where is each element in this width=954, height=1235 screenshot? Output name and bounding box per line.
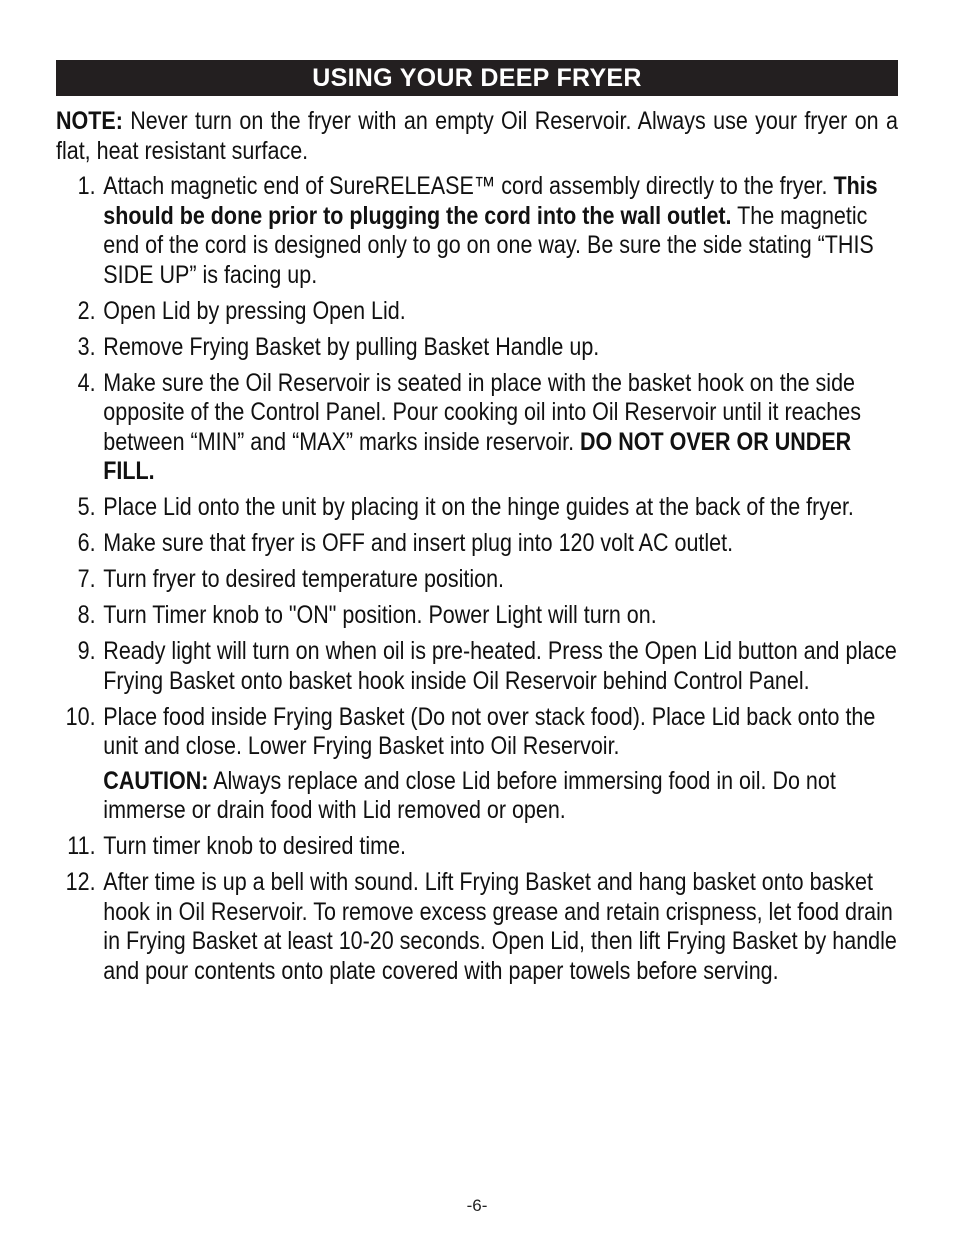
caution-paragraph [103, 767, 898, 826]
step-text-continued: The magnetic end of the cord is designed only to go on one way. Be sure the side stating “THIS SIDE UP” is facing up. [103, 201, 874, 289]
step-text: Make sure the Oil Reservoir is seated in place with the basket hook on the side opposite of the Control Panel. Pour cooking oil into Oil Reservoir until it reaches between “MIN” and “MAX” marks inside reservoir. [103, 368, 861, 456]
step-11 [56, 832, 898, 862]
note-text: Never turn on the fryer with an empty Oil Reservoir. Always use your fryer on a flat, heat resistant surface. [56, 107, 898, 165]
step-text: Make sure that fryer is OFF and insert plug into 120 volt AC outlet. [103, 529, 734, 557]
step-number: 12. [65, 868, 96, 896]
step-number: 9. [77, 637, 96, 665]
step-4 [56, 369, 898, 487]
steps-list [56, 172, 898, 986]
step-text: After time is up a bell with sound. Lift Frying Basket and hang basket onto basket hook in Oil Reservoir. To remove excess grease and retain crispness, let food drain in Frying Basket at least 10-20 seconds. Open Lid, then lift Frying Basket by handle and pour contents onto plate covered with paper towels before serving. [103, 868, 897, 985]
caution-text: Always replace and close Lid before immersing food in oil. Do not immerse or drain food with Lid removed or open. [103, 766, 836, 824]
step-5 [56, 493, 898, 523]
step-number: 11. [67, 832, 96, 860]
step-number: 3. [77, 332, 96, 361]
step-12 [56, 868, 898, 986]
step-1 [56, 172, 898, 290]
page-number: -6- [466, 1196, 488, 1215]
step-3 [56, 333, 898, 363]
step-number: 2. [77, 296, 96, 325]
step-2 [56, 297, 898, 327]
step-text: Place Lid onto the unit by placing it on the hinge guides at the back of the fryer. [103, 493, 854, 521]
step-number: 4. [77, 368, 96, 397]
step-text: Ready light will turn on when oil is pre-heated. Press the Open Lid button and place Frying Basket onto basket hook inside Oil Reservoir behind Control Panel. [103, 637, 897, 695]
step-emphasis: This should be done prior to plugging the cord into the wall outlet. [103, 172, 878, 230]
step-7 [56, 565, 898, 595]
section-title: USING YOUR DEEP FRYER [56, 60, 898, 96]
step-emphasis: DO NOT OVER OR UNDER FILL. [103, 427, 852, 485]
step-text: Attach magnetic end of SureRELEASE™ cord assembly directly to the fryer. [103, 172, 834, 200]
step-text: Turn timer knob to desired time. [103, 832, 407, 860]
step-number: 8. [77, 601, 96, 629]
instructions-body [56, 107, 898, 993]
step-number: 10. [65, 702, 96, 731]
step-number: 5. [77, 493, 96, 521]
caution-label: CAUTION: [103, 766, 209, 795]
step-number: 6. [77, 529, 96, 557]
step-9 [56, 637, 898, 696]
step-text: Remove Frying Basket by pulling Basket Handle up. [103, 332, 600, 361]
note-paragraph [56, 107, 898, 166]
step-6 [56, 529, 898, 559]
step-text: Open Lid by pressing Open Lid. [103, 296, 406, 325]
step-text: Place food inside Frying Basket (Do not over stack food). Place Lid back onto the unit and close. Lower Frying Basket into Oil Reservoir. [103, 702, 876, 760]
step-10 [56, 703, 898, 826]
step-text: Turn fryer to desired temperature position. [103, 565, 505, 593]
step-text: Turn Timer knob to "ON" position. Power Light will turn on. [103, 601, 657, 629]
note-label: NOTE: [56, 107, 123, 135]
step-8 [56, 601, 898, 631]
step-number: 7. [77, 565, 96, 593]
step-number: 1. [77, 172, 96, 200]
